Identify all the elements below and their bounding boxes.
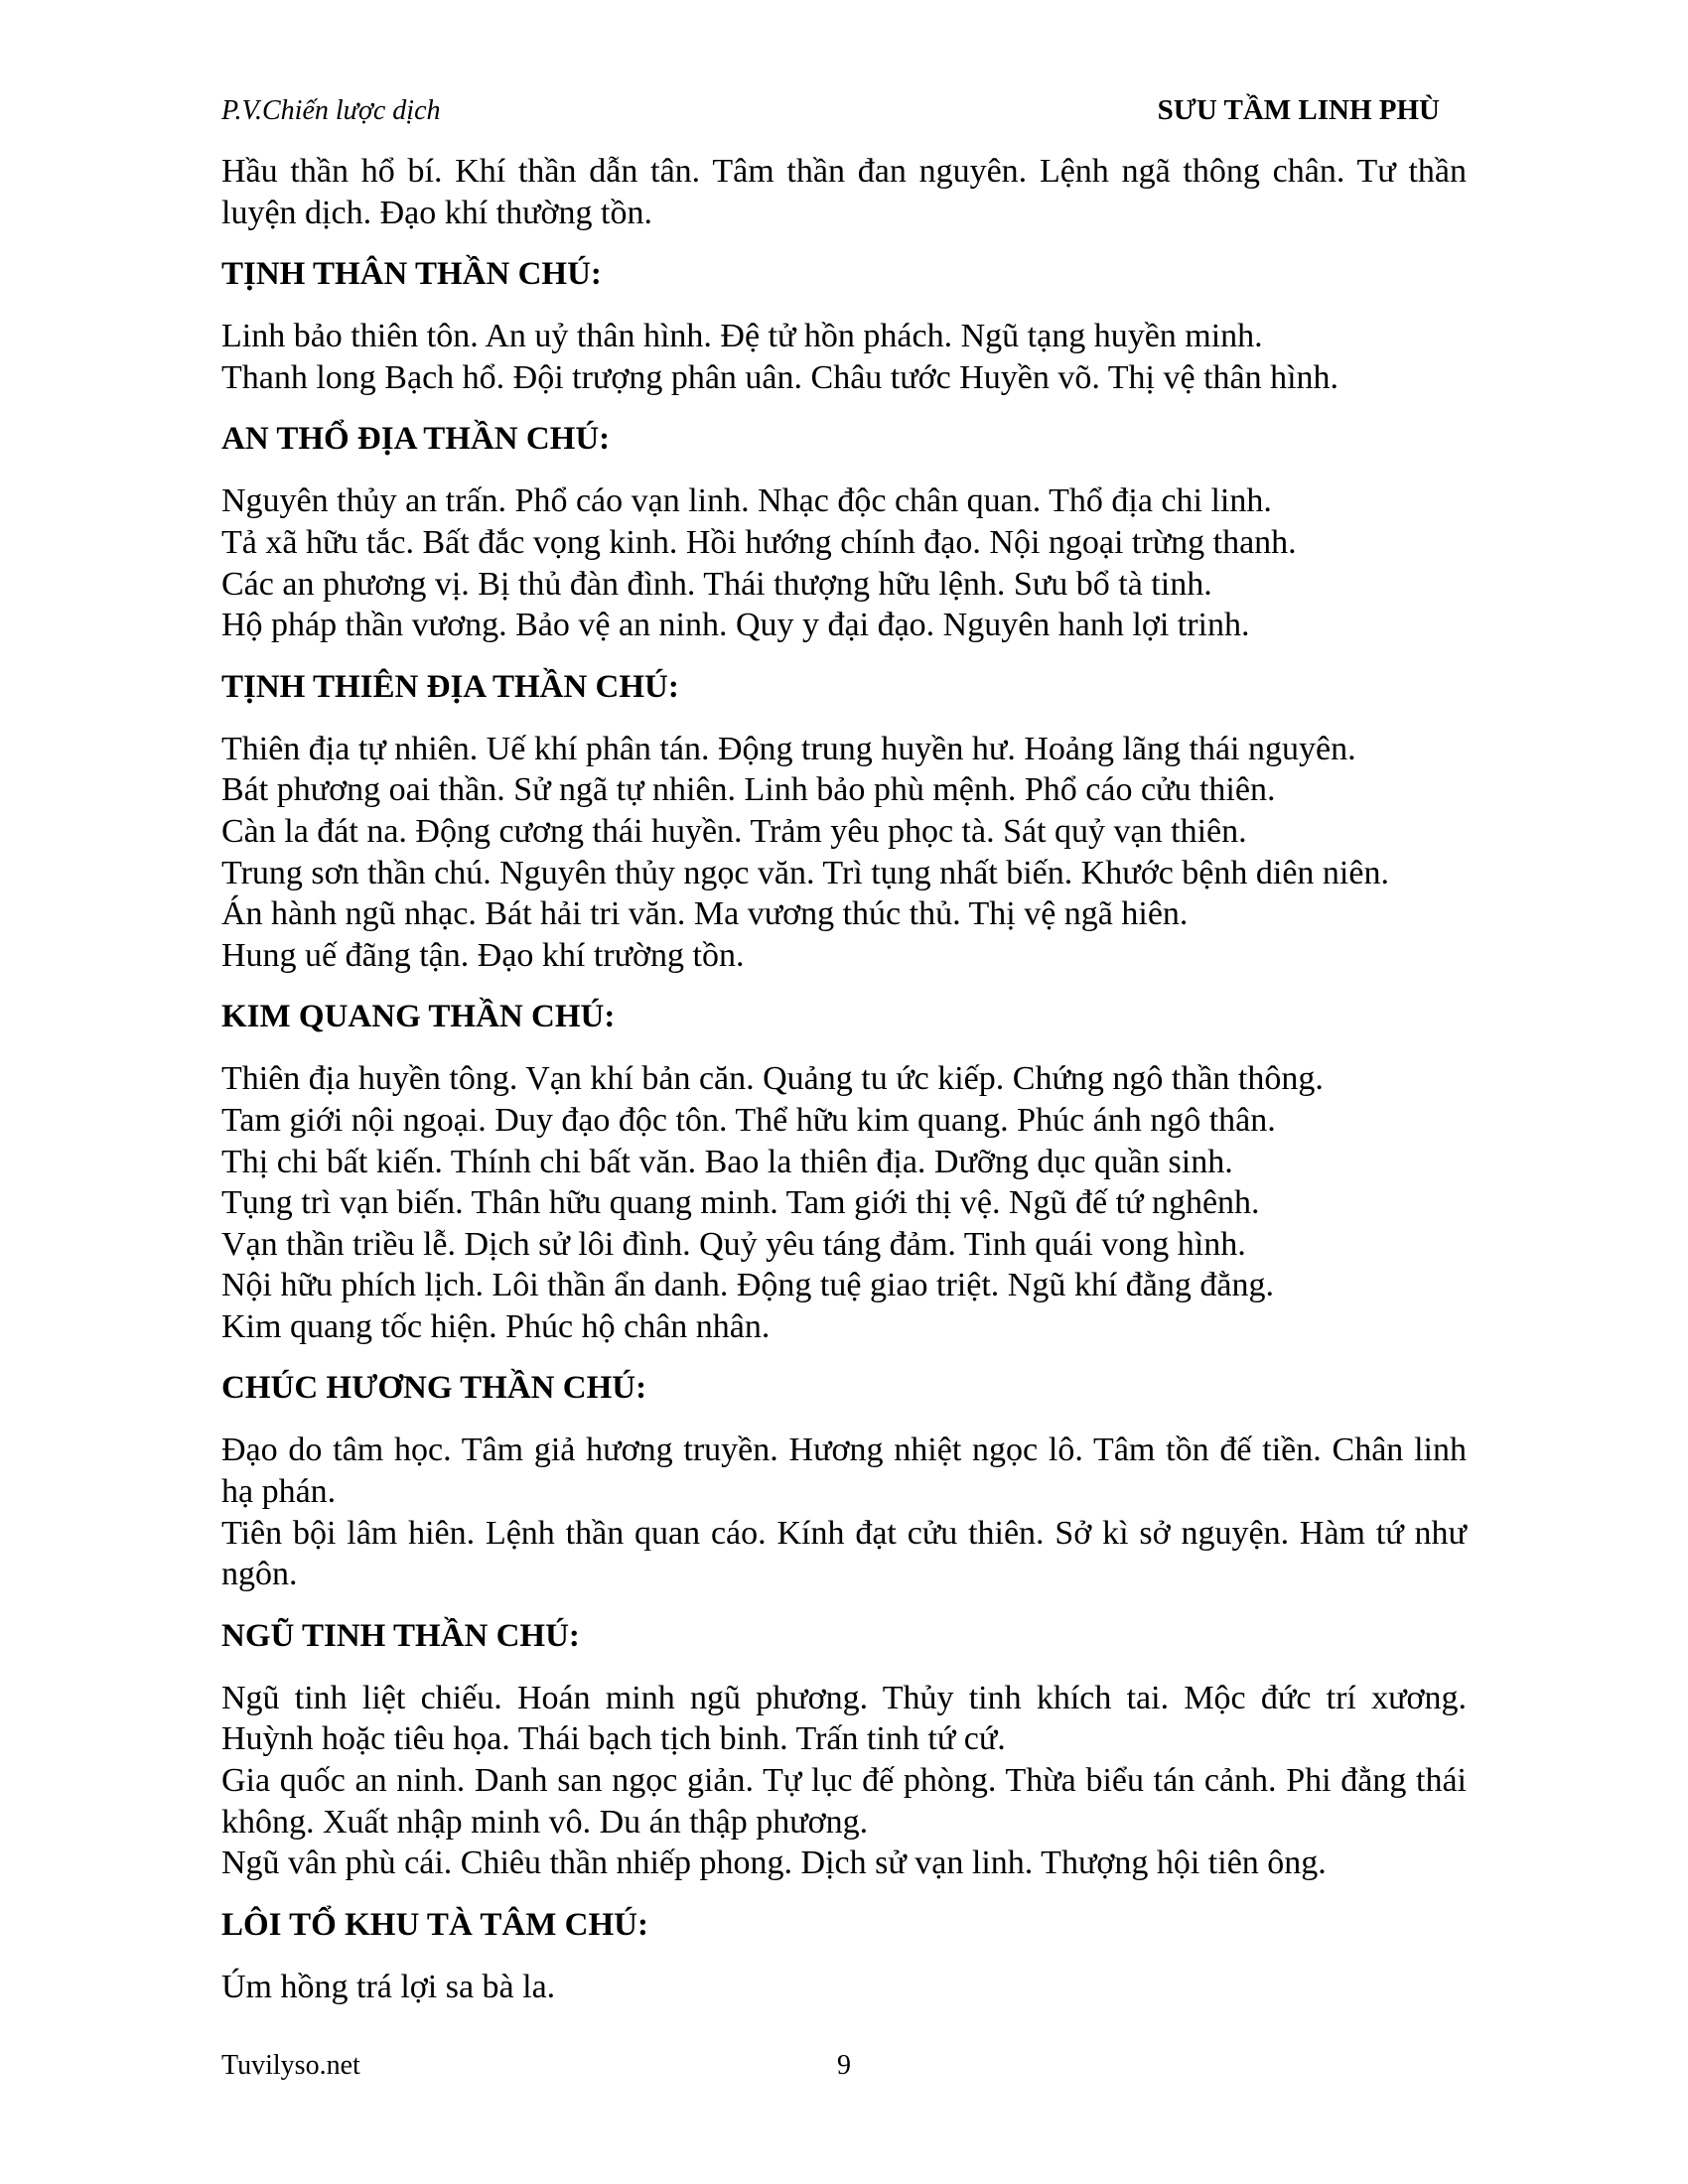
verse-line: Hung uế đãng tận. Đạo khí trường tồn. [221, 936, 745, 974]
section-heading: NGŨ TINH THẦN CHÚ: [221, 1617, 580, 1654]
verse-line: Gia quốc an ninh. Danh san ngọc giản. Tự lục đế phòng. Thừa biểu tán cảnh. Phi đằng thái không. Xuất nhập minh vô. Du án thập phương. [221, 1762, 1467, 1841]
verse-line: Tiên bội lâm hiên. Lệnh thần quan cáo. Kính đạt cửu thiên. Sở kì sở nguyện. Hàm tứ như ngôn. [221, 1514, 1467, 1593]
verse-line: Án hành ngũ nhạc. Bát hải tri văn. Ma vương thúc thủ. Thị vệ ngã hiên. [221, 895, 1189, 933]
verse-line: Càn la đát na. Động cương thái huyền. Trảm yêu phọc tà. Sát quỷ vạn thiên. [221, 812, 1247, 850]
section-heading: AN THỔ ĐỊA THẦN CHÚ: [221, 421, 611, 458]
section-heading: TỊNH THIÊN ĐỊA THẦN CHÚ: [221, 668, 679, 705]
section-heading: KIM QUANG THẦN CHÚ: [221, 999, 616, 1035]
page-number: 9 [837, 2050, 851, 2081]
verse-line: Linh bảo thiên tôn. An uỷ thân hình. Đệ tử hồn phách. Ngũ tạng huyền minh. [221, 318, 1263, 355]
verse-line: Tả xã hữu tắc. Bất đắc vọng kinh. Hồi hướng chính đạo. Nội ngoại trừng thanh. [221, 523, 1297, 561]
verse-line: Kim quang tốc hiện. Phúc hộ chân nhân. [221, 1307, 771, 1345]
section-heading: TỊNH THÂN THẦN CHÚ: [221, 256, 602, 293]
verse-line: Thiên địa tự nhiên. Uế khí phân tán. Động trung huyền hư. Hoảng lãng thái nguyên. [221, 730, 1356, 767]
header-title: SƯU TẦM LINH PHÙ [1157, 94, 1440, 126]
page-header [221, 94, 1440, 127]
verse-line: Ngũ vân phù cái. Chiêu thần nhiếp phong. Dịch sử vạn linh. Thượng hội tiên ông. [221, 1844, 1327, 1882]
section-heading: LÔI TỔ KHU TÀ TÂM CHÚ: [221, 1906, 648, 1943]
verse-line: Các an phương vị. Bị thủ đàn đình. Thái thượng hữu lệnh. Sưu bổ tà tinh. [221, 565, 1212, 603]
page-content [221, 151, 1467, 2007]
verse-line: Úm hồng trá lợi sa bà la. [221, 1968, 556, 2005]
verse-line: Tụng trì vạn biến. Thân hữu quang minh. Tam giới thị vệ. Ngũ đế tứ nghênh. [221, 1184, 1260, 1222]
footer-site: Tuvilyso.net [221, 2050, 360, 2081]
verse-line: Đạo do tâm học. Tâm giả hương truyền. Hương nhiệt ngọc lô. Tâm tồn đế tiền. Chân linh hạ phán. [221, 1432, 1467, 1511]
verse-line: Thanh long Bạch hổ. Đội trượng phân uân. Châu tước Huyền võ. Thị vệ thân hình. [221, 358, 1339, 396]
verse-line: Thị chi bất kiến. Thính chi bất văn. Bao la thiên địa. Dưỡng dục quần sinh. [221, 1143, 1233, 1180]
verse-line: Hộ pháp thần vương. Bảo vệ an ninh. Quy y đại đạo. Nguyên hanh lợi trinh. [221, 607, 1250, 644]
verse-line: Trung sơn thần chú. Nguyên thủy ngọc văn. Trì tụng nhất biến. Khước bệnh diên niên. [221, 854, 1389, 891]
intro-paragraph: Hầu thần hổ bí. Khí thần dẫn tân. Tâm thần đan nguyên. Lệnh ngã thông chân. Tư thần luyện dịch. Đạo khí thường tồn. [221, 153, 1467, 231]
verse-line: Bát phương oai thần. Sử ngã tự nhiên. Linh bảo phù mệnh. Phổ cáo cửu thiên. [221, 771, 1276, 809]
header-translator: P.V.Chiến lược dịch [221, 95, 441, 126]
verse-line: Tam giới nội ngoại. Duy đạo độc tôn. Thể hữu kim quang. Phúc ánh ngô thân. [221, 1101, 1276, 1139]
verse-line: Thiên địa huyền tông. Vạn khí bản căn. Quảng tu ức kiếp. Chứng ngô thần thông. [221, 1060, 1324, 1098]
verse-line: Vạn thần triều lễ. Dịch sử lôi đình. Quỷ yêu táng đảm. Tinh quái vong hình. [221, 1225, 1246, 1263]
verse-line: Nội hữu phích lịch. Lôi thần ẩn danh. Động tuệ giao triệt. Ngũ khí đằng đằng. [221, 1267, 1274, 1304]
section-heading: CHÚC HƯƠNG THẦN CHÚ: [221, 1370, 647, 1407]
verse-line: Ngũ tinh liệt chiếu. Hoán minh ngũ phương. Thủy tinh khích tai. Mộc đức trí xương. Huỳnh hoặc tiêu họa. Thái bạch tịch binh. Trấn tinh tứ cứ. [221, 1679, 1467, 1758]
verse-line: Nguyên thủy an trấn. Phổ cáo vạn linh. Nhạc độc chân quan. Thổ địa chi linh. [221, 482, 1272, 520]
